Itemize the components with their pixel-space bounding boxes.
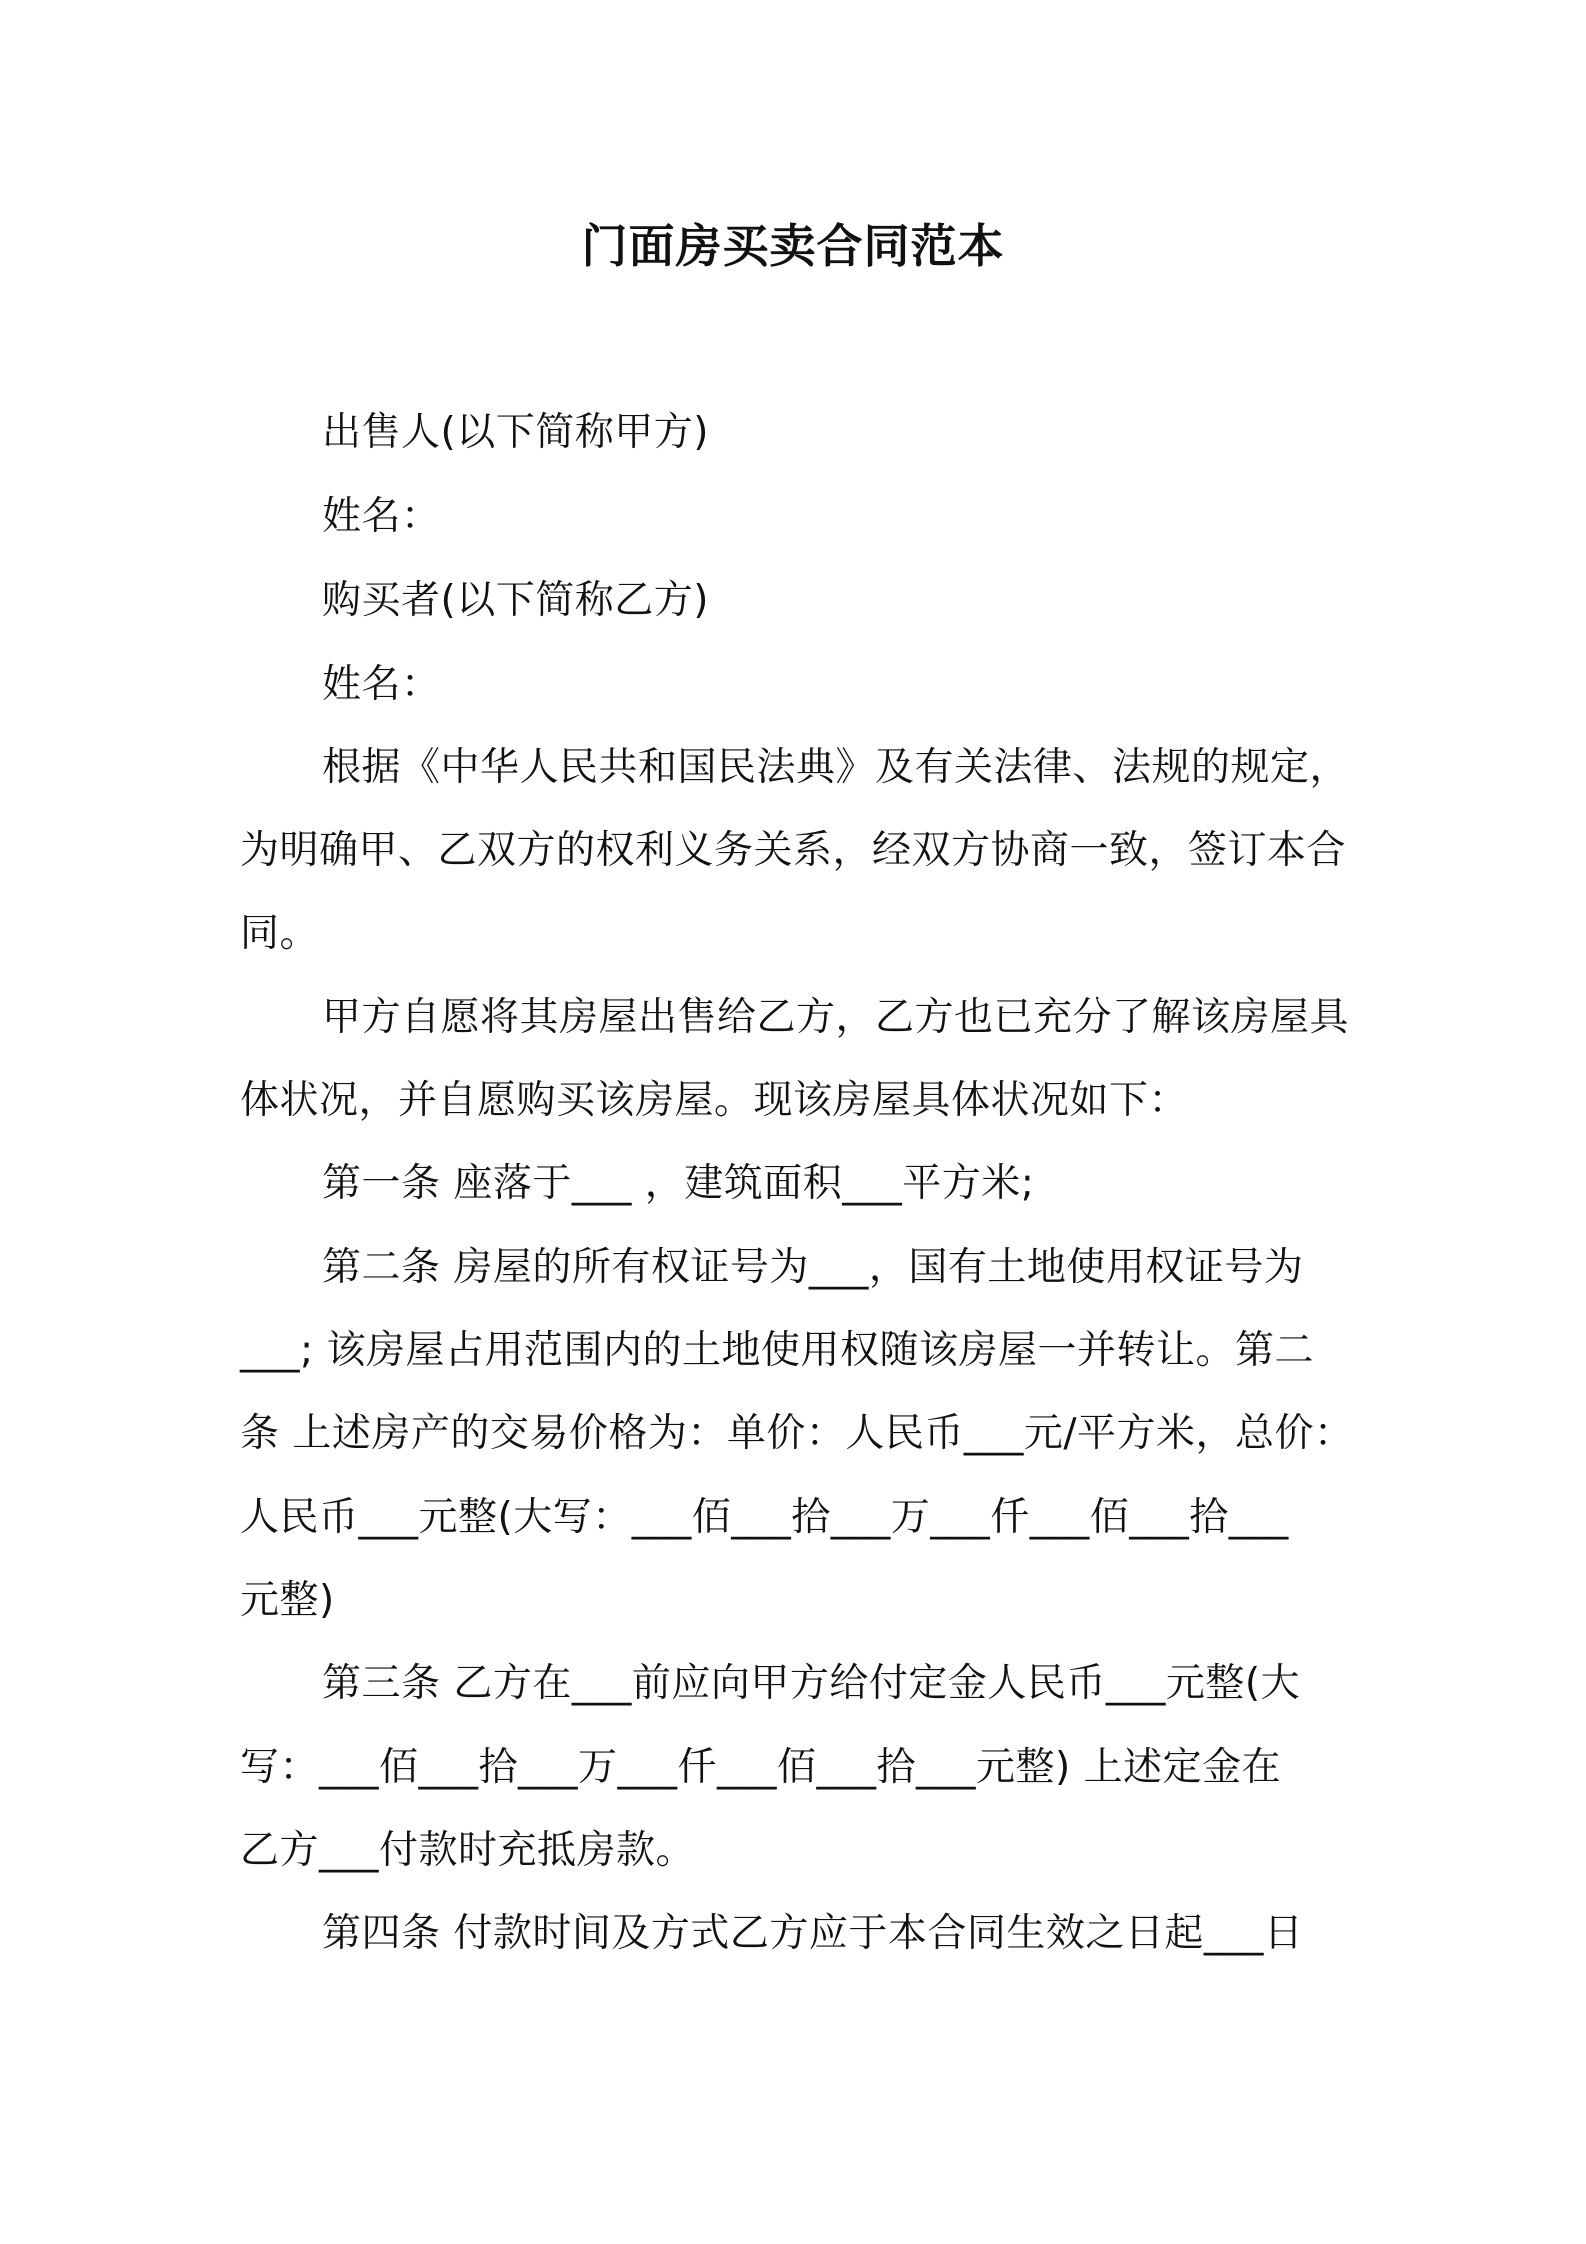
article-2-line-4: 人民币___元整(大写：___佰___拾___万___仟___佰___拾___	[240, 1495, 1289, 1540]
article-2-line-1: 第二条 房屋的所有权证号为___，国有土地使用权证号为	[322, 1245, 1304, 1290]
article-2-line-3: 条 上述房产的交易价格为：单价：人民币___元/平方米，总价：	[240, 1411, 1354, 1456]
preamble-line-1: 根据《中华人民共和国民法典》及有关法律、法规的规定，	[322, 745, 1350, 790]
preamble-line-3: 同。	[240, 911, 320, 956]
buyer-name-label: 姓名：	[322, 662, 441, 707]
article-3-line-2: 写：___佰___拾___万___仟___佰___拾___元整) 上述定金在	[240, 1745, 1282, 1790]
preamble-line-2: 为明确甲、乙双方的权利义务关系，经双方协商一致，签订本合	[240, 828, 1347, 873]
article-3-line-3: 乙方___付款时充抵房款。	[240, 1828, 696, 1873]
statement-line-2: 体状况，并自愿购买该房屋。现该房屋具体状况如下：	[240, 1078, 1189, 1123]
article-3-line-1: 第三条 乙方在___前应向甲方给付定金人民币___元整(大	[322, 1661, 1301, 1706]
article-4-line-1: 第四条 付款时间及方式乙方应于本合同生效之日起___日	[322, 1911, 1304, 1956]
article-1: 第一条 座落于___ ，建筑面积___平方米;	[322, 1161, 1035, 1206]
article-2-line-2: ___; 该房屋占用范围内的土地使用权随该房屋一并转让。第二	[240, 1328, 1315, 1373]
statement-line-1: 甲方自愿将其房屋出售给乙方，乙方也已充分了解该房屋具	[322, 995, 1350, 1040]
seller-label: 出售人(以下简称甲方)	[322, 410, 709, 455]
buyer-label: 购买者(以下简称乙方)	[322, 578, 709, 623]
document-title: 门面房买卖合同范本	[581, 219, 1005, 273]
seller-name-label: 姓名：	[322, 494, 441, 539]
article-2-line-5: 元整)	[240, 1578, 335, 1623]
